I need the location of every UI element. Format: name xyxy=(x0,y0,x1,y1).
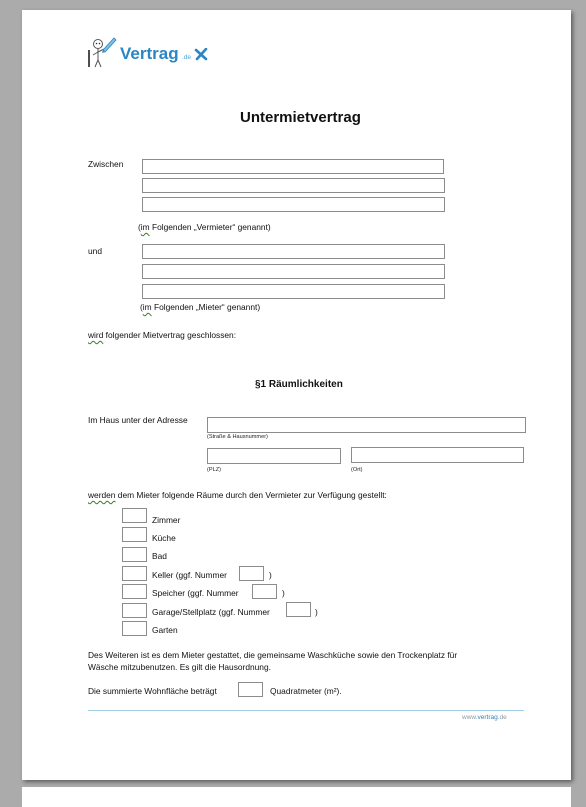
garten-label: Garten xyxy=(152,625,178,635)
bad-count-box[interactable] xyxy=(122,547,147,562)
rooms-intro-text: werden dem Mieter folgende Räume durch den Vermieter zur Verfügung gestellt: xyxy=(88,490,387,500)
speicher-label: Speicher (ggf. Nummer xyxy=(152,588,239,598)
footer-url: www.vertrag.de xyxy=(462,714,507,721)
keller-count-box[interactable] xyxy=(122,566,147,581)
tenant-name-field[interactable] xyxy=(142,244,445,259)
garage-label: Garage/Stellplatz (ggf. Nummer xyxy=(152,607,270,617)
living-area-box[interactable] xyxy=(238,682,263,697)
laundry-text-line-1: Des Weiteren ist es dem Mieter gestattet, die gemeinsame Waschküche sowie den Trockenplatz für xyxy=(88,650,458,660)
and-label: und xyxy=(88,246,102,256)
keller-close-paren: ) xyxy=(269,570,272,580)
laundry-text-line-2: Wäsche mitzubenutzen. Es gilt die Hausordnung. xyxy=(88,662,271,672)
landlord-city-field[interactable] xyxy=(142,197,445,212)
between-label: Zwischen xyxy=(88,159,124,169)
city-field[interactable] xyxy=(351,447,524,463)
speicher-number-box[interactable] xyxy=(252,584,277,599)
landlord-name-field[interactable] xyxy=(142,159,444,174)
zimmer-label: Zimmer xyxy=(152,515,181,525)
kueche-label: Küche xyxy=(152,533,176,543)
contract-concluded-text: wird folgender Mietvertrag geschlossen: xyxy=(88,330,237,340)
bad-label: Bad xyxy=(152,551,167,561)
tenant-note: (im Folgenden „Mieter“ genannt) xyxy=(140,302,261,312)
keller-label: Keller (ggf. Nummer xyxy=(152,570,227,580)
address-label: Im Haus unter der Adresse xyxy=(88,415,188,425)
garage-close-paren: ) xyxy=(315,607,318,617)
footer-divider xyxy=(88,710,524,711)
document-page xyxy=(22,10,571,780)
logo-cross-icon xyxy=(194,48,208,61)
garage-number-box[interactable] xyxy=(286,602,311,617)
keller-number-box[interactable] xyxy=(239,566,264,581)
logo-tld: .de xyxy=(182,54,192,61)
logo-wordmark: Vertrag xyxy=(120,44,179,63)
zimmer-count-box[interactable] xyxy=(122,508,147,523)
tenant-address-field[interactable] xyxy=(142,264,445,279)
speicher-count-box[interactable] xyxy=(122,584,147,599)
kueche-count-box[interactable] xyxy=(122,527,147,542)
area-prefix: Die summierte Wohnfläche beträgt xyxy=(88,686,217,696)
speicher-close-paren: ) xyxy=(282,588,285,598)
section-1-heading: §1 Räumlichkeiten xyxy=(255,379,343,390)
page-title: Untermietvertrag xyxy=(240,109,361,126)
area-suffix: Quadratmeter (m²). xyxy=(270,686,342,696)
mascot-icon xyxy=(87,36,117,70)
landlord-address-field[interactable] xyxy=(142,178,445,193)
street-caption: (Straße & Hausnummer) xyxy=(207,434,268,440)
garage-count-box[interactable] xyxy=(122,603,147,618)
tenant-city-field[interactable] xyxy=(142,284,445,299)
city-caption: (Ort) xyxy=(351,467,363,473)
next-page-edge xyxy=(22,787,571,807)
landlord-note: (im Folgenden „Vermieter“ genannt) xyxy=(138,222,271,232)
vertrag-logo xyxy=(87,36,212,70)
street-field[interactable] xyxy=(207,417,526,433)
garten-count-box[interactable] xyxy=(122,621,147,636)
zip-caption: (PLZ) xyxy=(207,467,221,473)
zip-field[interactable] xyxy=(207,448,341,464)
